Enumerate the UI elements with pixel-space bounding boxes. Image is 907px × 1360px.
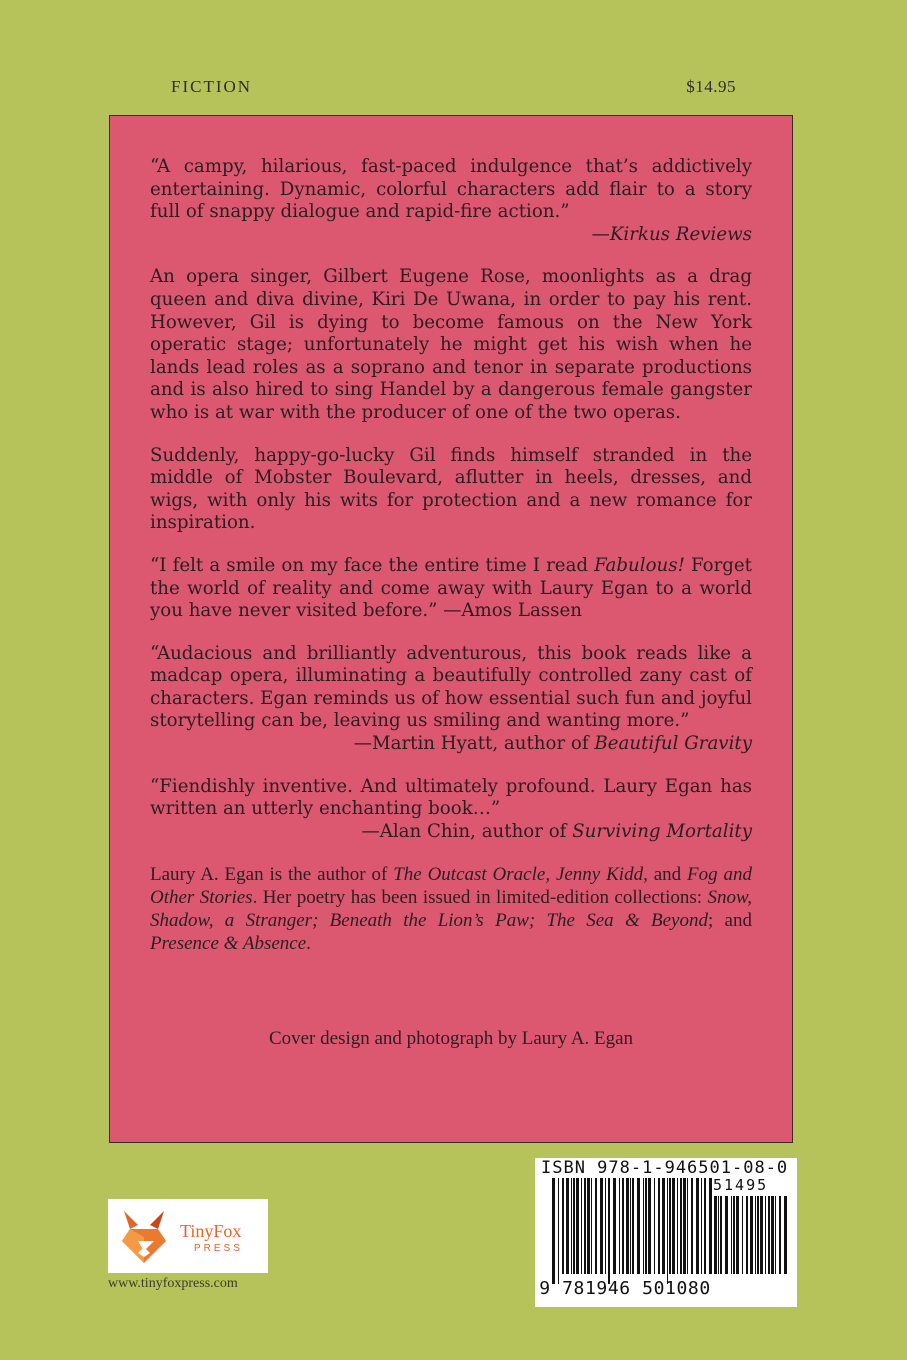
publisher-website: www.tinyfoxpress.com (108, 1276, 238, 1291)
ean-digits: 9 781946 501080 (539, 1278, 711, 1299)
barcode-bar (704, 1178, 706, 1274)
barcode-bar (760, 1196, 763, 1274)
lassen-quote (150, 555, 752, 623)
barcode-bar (581, 1178, 582, 1274)
hyatt-quote: “Audacious and brilliantly adventurous, this book reads like a madcap opera, illuminating a beautifully controlled zany cast of characters. Egan reminds us of how essential such fun and joyful storytelling can be, leaving us smiling and wanting more.” (150, 642, 752, 732)
barcode-bar (626, 1178, 629, 1274)
price-label: $14.95 (686, 77, 736, 96)
barcode-bar (600, 1178, 603, 1274)
bio-titles-4: Presence & Absence (150, 933, 307, 955)
barcode-bar (677, 1178, 678, 1274)
barcode-bar (576, 1178, 579, 1274)
barcode-bar (571, 1178, 572, 1274)
kirkus-source: Kirkus Reviews (609, 223, 752, 245)
barcode-bar (654, 1178, 655, 1274)
barcode-bar (613, 1178, 616, 1274)
barcode-bar (736, 1196, 739, 1274)
barcode-bar (587, 1178, 590, 1274)
barcode-bar (718, 1196, 719, 1274)
barcode-bar (645, 1178, 647, 1274)
publisher-logo (108, 1199, 268, 1273)
barcode-bar (731, 1196, 732, 1274)
bio-titles-1: The Outcast Oracle, Jenny Kidd, (393, 864, 648, 886)
barcode-bar (771, 1196, 774, 1274)
synopsis-paragraph-1: An opera singer, Gilbert Eugene Rose, moonlights as a drag queen and diva divine, Kiri De Uwana, in order to pay his rent. However, Gil is dying to become famous on the New York operatic stage; unfortunately he might get his wish when he lands lead roles as a soprano and tenor in separate productions and is also hired to sing Handel by a dangerous female gangster who is at war with the producer of one of the two operas. (150, 266, 752, 423)
hyatt-book: Beautiful Gravity (594, 733, 752, 755)
chin-attr-text: —Alan Chin, author of (361, 820, 573, 842)
kirkus-quote-text: “A campy, hilarious, fast-paced indulgence that’s addictively entertaining. Dynamic, colorful characters add flair to a story full of snappy dialogue and rapid-fire action.” (150, 156, 752, 223)
bio-c: and (647, 864, 688, 886)
barcode-bar (672, 1178, 675, 1274)
blurb-panel (109, 115, 793, 1143)
bio-titles-2: Fog and Other Stories (150, 864, 752, 909)
synopsis-paragraph-2: Suddenly, happy-go-lucky Gil finds himself stranded in the middle of Mobster Boulevard, aflutter in heels, dresses, and wigs, with only his wits for protection and a new romance for inspiration. (150, 444, 752, 534)
fox-icon (120, 1207, 176, 1265)
hyatt-attr-text: —Martin Hyatt, author of (353, 733, 595, 755)
barcode (535, 1158, 797, 1307)
barcode-bar (632, 1178, 634, 1274)
kirkus-attribution (150, 224, 752, 247)
publisher-sub: PRESS (194, 1243, 243, 1254)
barcode-bar (725, 1196, 728, 1274)
barcode-bar (667, 1178, 668, 1284)
bio-a: Laury A. Egan is the author of (150, 864, 394, 886)
barcode-bar (573, 1178, 575, 1274)
barcode-bar (696, 1178, 699, 1274)
price-addon-number: 51495 (713, 1176, 769, 1194)
barcode-bar (768, 1196, 770, 1274)
barcode-bar (733, 1196, 735, 1274)
lassen-quote-b: Forget the world of reality and come away with Laury Egan to a world you have never visited before.” (150, 554, 752, 622)
barcode-bar (683, 1178, 686, 1274)
barcode-bar (742, 1196, 743, 1274)
barcode-bar (687, 1178, 688, 1274)
bio-f: . (306, 933, 311, 955)
barcode-bar (714, 1196, 717, 1274)
barcode-bar (591, 1178, 592, 1274)
barcode-bar (784, 1196, 787, 1274)
author-bio (150, 863, 752, 955)
barcode-bar (701, 1178, 702, 1274)
barcode-bar (680, 1178, 682, 1274)
barcode-bar (605, 1178, 606, 1274)
category-label: FICTION (171, 77, 253, 96)
barcode-bar (750, 1196, 753, 1274)
attr-dash: — (591, 223, 610, 245)
barcode-bar (648, 1178, 651, 1274)
barcode-bar (779, 1196, 781, 1274)
barcode-bar (757, 1196, 759, 1274)
barcode-bar (720, 1196, 722, 1274)
lassen-attribution: —Amos Lassen (437, 600, 582, 622)
barcode-bar (709, 1178, 712, 1274)
cover-credit: Cover design and photograph by Laury A. Egan (268, 1028, 634, 1049)
addon-bars (713, 1196, 791, 1284)
kirkus-quote (150, 156, 752, 224)
barcode-bar (622, 1178, 624, 1274)
barcode-bar (619, 1178, 620, 1274)
barcode-bar (630, 1178, 631, 1274)
barcode-bar (775, 1196, 776, 1274)
chin-book: Surviving Mortality (572, 820, 752, 842)
barcode-bar (595, 1178, 597, 1274)
bio-d: . Her poetry has been issued in limited-edition collections: (252, 887, 708, 909)
barcode-bar (755, 1196, 756, 1274)
barcode-bar (691, 1178, 693, 1274)
blurb-text (150, 156, 752, 975)
barcode-bar (658, 1178, 660, 1274)
chin-attribution (150, 821, 752, 844)
barcode-bar (637, 1178, 640, 1274)
lassen-quote-title: Fabulous! (594, 554, 685, 576)
barcode-bar (608, 1178, 610, 1284)
lassen-quote-a: “I felt a smile on my face the entire time I read (150, 554, 595, 576)
barcode-bar (662, 1178, 665, 1274)
barcode-bar (552, 1178, 555, 1284)
barcode-bar (558, 1178, 559, 1284)
barcode-bar (669, 1178, 671, 1274)
bio-titles-3: Snow, Shadow, a Stranger; Beneath the Lion’s Paw; The Sea & Beyond (150, 887, 752, 932)
hyatt-attribution (150, 733, 752, 756)
barcode-bar (562, 1178, 564, 1274)
bio-e: ; and (708, 910, 752, 932)
publisher-name: TinyFox (180, 1221, 242, 1241)
chin-quote: “Fiendishly inventive. And ultimately profound. Laury Egan has written an utterly enchanting book…” (150, 775, 752, 820)
ean-bars (551, 1178, 713, 1284)
isbn-text: ISBN 978-1-946501-08-0 (541, 1158, 789, 1178)
barcode-bar (566, 1178, 569, 1274)
barcode-bar (643, 1178, 644, 1274)
barcode-bar (746, 1196, 748, 1274)
barcode-bar (584, 1178, 586, 1274)
barcode-bar (765, 1196, 766, 1274)
